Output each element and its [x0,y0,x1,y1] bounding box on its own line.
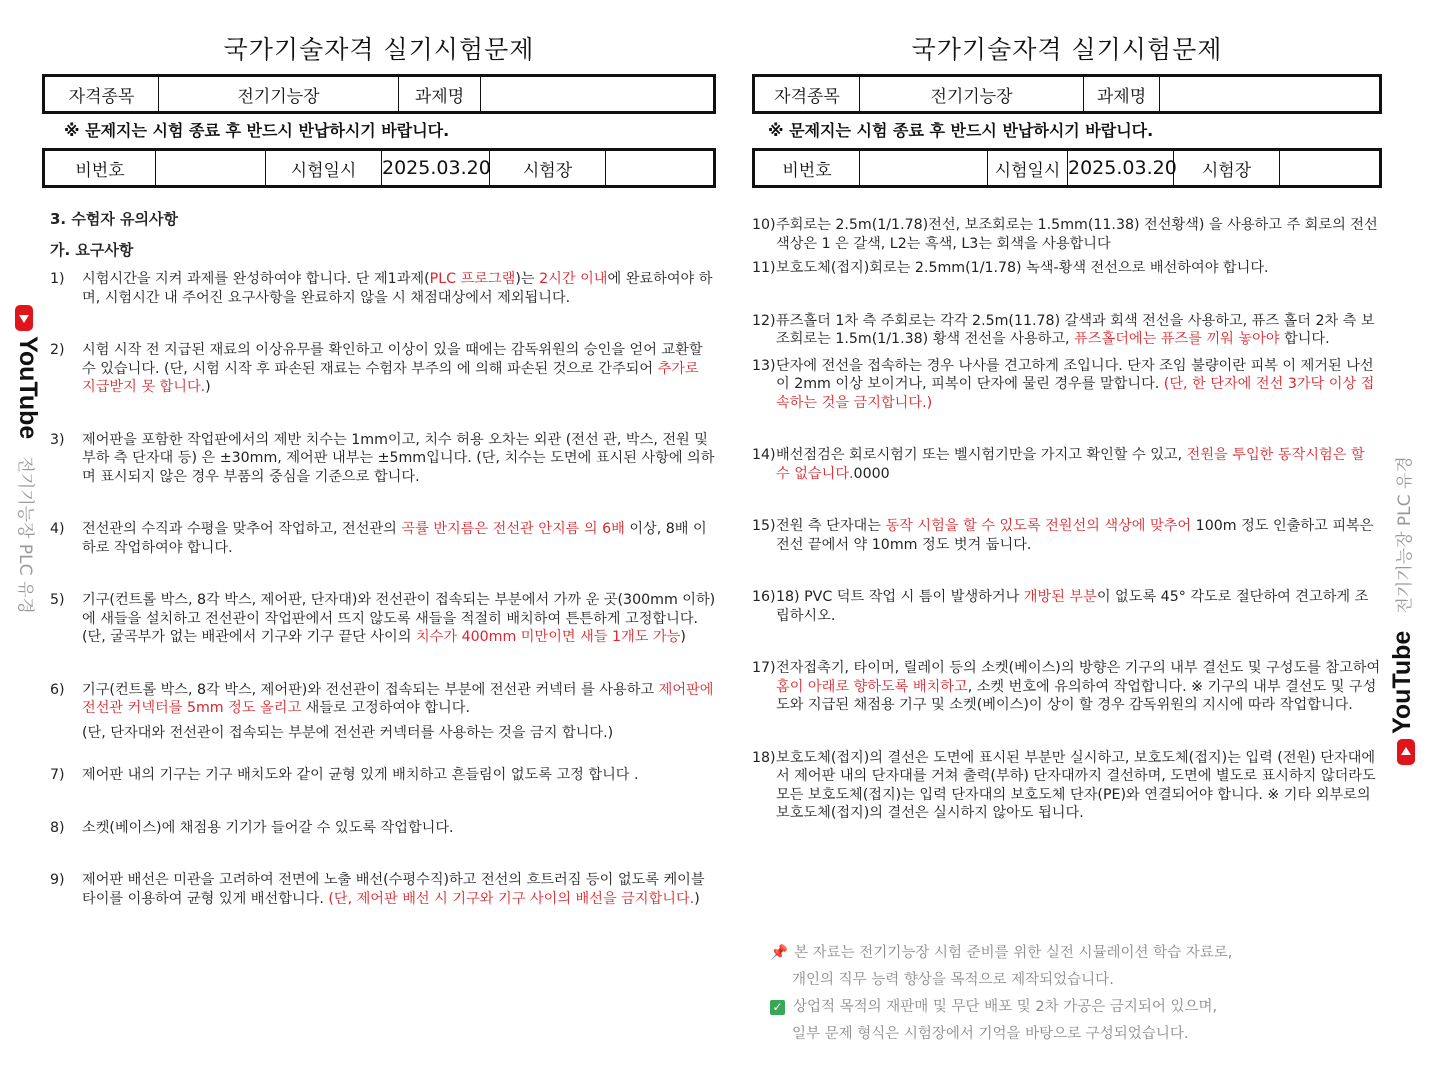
youtube-brand: YouTube [14,336,42,440]
header-table-top-right [752,74,1382,114]
left-item-number: 6) [50,681,65,698]
left-item-text: 소켓(베이스)에 채점용 기기가 들어갈 수 있도록 작업합니다. [82,819,454,836]
footer-line-1: 📌 본 자료는 전기기능장 시험 준비를 위한 실전 시뮬레이션 학습 자료로, [770,945,1233,961]
right-item-text: 전원 측 단자대는 [776,518,886,534]
left-item [50,871,716,908]
left-item [50,591,716,647]
left-item-number: 3) [50,431,65,448]
right-item-text: 보호도체(접지)의 결선은 도면에 표시된 부분만 실시하고, 보호도체(접지)는 입력 (전원) 단자대에서 제어판 내의 단자대를 거쳐 출력(부하) 단자대까지 결선하며, 도면에 별도로 표시하지 않더라도 모든 보호도체(접지)는 입력 단자대의 보호도체 단자(PE)와 연결되어야 합니다. ※ 기타 외부로의 보호도체(접지)의 결선은 실시하지 않아도 됩니다. [776,749,1376,821]
subsection-title: 가. 요구사항 [50,241,134,259]
right-item-text: 보호도체(접지)회로는 2.5mm(1/1.78) 녹색-황색 전선으로 배선하여야 합니다. [776,260,1269,276]
task-label: 과제명 [399,76,481,113]
youtube-watermark-left [0,305,42,625]
right-item [752,749,1382,823]
notice: ※ 문제지는 시험 종료 후 반드시 반납하시기 바랍니다. [64,121,450,140]
right-item-text: , 소켓 번호에 유의하여 작업합니다. ※ 기구의 내부 결선도 및 구성도와 지급된 채점용 기구 및 소켓(베이스)이 상이 할 경우 감독위원의 지시에 따라 작업합니다. [776,678,1377,713]
right-item [752,588,1382,625]
header-table-bottom-right [752,148,1382,188]
left-item-text: 전선관의 수직과 수평을 맞추어 작업하고, 전선관의 [82,521,402,537]
left-item-text: 시험 시작 전 지급된 재료의 이상유무를 확인하고 이상이 있을 때에는 감독위원의 승인을 얻어 교환할 수 있습니다. (단, 시험 시작 후 파손된 재료는 수험자 부주의 에 의해 파손된 것으로 간주되어 [82,342,703,377]
right-item-text: 단자에 전선을 접속하는 경우 나사를 견고하게 조입니다. 단자 조임 불량이란 피복 이 제거된 나선이 2mm 이상 보이거나, 피복이 단자에 물린 경우를 말합니다. [776,357,1374,392]
right-item [752,312,1382,349]
left-item-text: 이상, 8배 이하로 작업하여야 합니다. [82,521,707,556]
left-item-text: ) [680,629,686,645]
qual-value: 전기기능장 [860,76,1084,113]
footer-line-4: 일부 문제 형식은 시험장에서 기억을 바탕으로 구성되었습니다. [792,1026,1189,1042]
left-item-text: 곡률 반지름은 전선관 안지름 의 6배 [401,521,625,537]
right-page [752,0,1382,1042]
right-item-text: 배선점검은 회로시험기 또는 벨시험기만을 가지고 확인할 수 있고, [776,447,1187,463]
right-item-text: 전자접촉기, 타이머, 릴레이 등의 소켓(베이스)의 방향은 기구의 내부 결선도 및 구성도를 참고하여 [776,660,1381,676]
youtube-watermark-right [1388,456,1417,765]
right-item [752,216,1382,253]
id-value [156,150,266,187]
channel-name: 전기기능장 PLC 유경 [15,456,35,614]
channel-name: 전기기능장 PLC 유경 [1395,456,1415,614]
right-item-number: 14) [752,447,776,463]
left-item-text: (단, 제어판 배선 시 기구와 기구 사이의 배선을 금지합니다. [328,890,695,907]
right-item-text: 100m 정도 인출하고 피복은 전선 끝에서 약 10mm 정도 벗겨 둡니다. [776,518,1374,553]
date-label: 시험일시 [266,150,382,187]
right-item-text: 개방된 부분 [1023,589,1097,605]
left-item-text: 새들로 고정하여야 합니다. [301,700,470,716]
notice-right: ※ 문제지는 시험 종료 후 반드시 반납하시기 바랍니다. [768,121,1154,140]
task-label: 과제명 [1084,76,1160,113]
left-item-text: 제어판에 전선관 커넥터를 5mm 정도 올리고 [82,681,714,716]
left-item-text: ) [694,890,700,907]
youtube-play-icon [16,305,34,331]
left-item [50,431,716,487]
left-item-text: 기구(컨트롤 박스, 8각 박스, 제어판)와 전선관이 접속되는 부분에 전선관 커넥터 를 사용하고 [82,681,659,698]
left-item-text: PLC 프로그램 [429,271,516,287]
header-table-bottom [42,148,716,188]
qual-label: 자격종목 [754,76,860,113]
task-value [481,76,715,113]
checkbox-icon: ✓ [770,1000,785,1015]
footer-line-3: ✓ 상업적 목적의 재판매 및 무단 배포 및 2차 가공은 금지되어 있으며, [770,994,1370,1021]
right-item [752,259,1382,278]
right-item-number: 13) [752,357,776,374]
id-label: 비번호 [754,150,860,187]
left-item [50,520,716,557]
left-item-text: )는 [515,271,540,287]
right-item-text: 이 없도록 45° 각도로 절단하여 견고하게 조립하시오. [776,589,1369,624]
left-item-number: 8) [50,819,65,836]
right-item-text: 합니다. [1279,331,1330,347]
left-item-number: 4) [50,521,65,537]
left-item [50,341,716,397]
qual-value: 전기기능장 [159,76,399,113]
date-value: 2025.03.20 [382,150,490,187]
right-item-text: 퓨즈홀더에는 퓨즈를 끼워 놓아야 [1074,331,1280,347]
date-label: 시험일시 [988,150,1068,187]
header-table-top [42,74,716,114]
footer-note [770,940,1370,1048]
left-item [50,766,716,785]
right-item-number: 16) [752,589,776,605]
right-item-number: 11) [752,260,776,276]
left-item-text: 제어판을 포함한 작업판에서의 제반 치수는 1mm이고, 치수 허용 오차는 외관 (전선 관, 박스, 전원 및 부하 측 단자대 등) 은 ±30mm, 제어판 내부는 ±5mm입니다. (단, 치수는 도면에 표시된 사항에 의하며 표시되지 않은 경우 부품의 중심을 기준으로 합니다. [82,431,715,485]
right-item [752,357,1382,413]
right-item-list [752,216,1382,823]
venue-value [606,150,715,187]
left-item-number: 2) [50,342,65,358]
right-item-number: 17) [752,660,776,676]
left-item-number: 1) [50,271,65,287]
youtube-play-icon [1397,739,1415,765]
right-item-number: 18) [752,749,776,766]
left-item-text: (단, 단자대와 전선관이 접속되는 부분에 전선관 커넥터를 사용하는 것을 금지 합니다.) [82,724,614,741]
doc-title-right: 국가기술자격 실기시험문제 [911,35,1223,64]
right-item-text: 동작 시험을 할 수 있도록 전원선의 색상에 맞추어 [885,518,1192,534]
left-item-number: 7) [50,767,65,783]
left-item-text: 제어판 내의 기구는 기구 배치도와 같이 균형 있게 배치하고 흔들림이 없도록 고정 합니다 . [82,767,639,783]
pin-icon: 📌 [770,945,789,961]
left-item-text: 추가로 지급받지 못 합니다. [82,360,699,395]
right-item-text: 퓨즈홀더 1차 측 주회로는 각각 2.5m(11.78) 갈색과 회색 전선을 사용하고, 퓨즈 홀더 2차 측 보조회로는 1.5m(1/1.38) 황색 전선을 사용하고, [776,312,1375,347]
left-item-text: 에 완료하여야 하며, 시험시간 내 주어진 요구사항을 완료하지 않을 시 채점대상에서 제외됩니다. [82,271,713,306]
section-title: 3. 수험자 유의사항 [50,210,179,228]
right-item-text: 주회로는 2.5m(1/1.78)전선, 보조회로는 1.5mm(11.38) 전선황색) 을 사용하고 주 회로의 전선 색상은 1 은 갈색, L2는 흑색, L3는 회색을 사용합니다 [776,217,1378,252]
venue-value [1280,150,1381,187]
right-item-text: 전원을 투입한 동작시험은 할 수 없습니다. [776,447,1365,482]
venue-label: 시험장 [1174,150,1280,187]
left-item-number: 5) [50,592,65,608]
left-item-number: 9) [50,872,65,888]
left-item [50,724,716,743]
right-item [752,517,1382,554]
left-item-text: 시험시간을 지켜 과제를 완성하여야 합니다. 단 제1과제( [82,271,430,287]
left-item-text: 제어판 배선은 미관을 고려하여 전면에 노출 배선(수평수직)하고 전선의 흐트러짐 등이 없도록 케이블 타이를 이용하여 균형 있게 배선합니다. [82,872,705,907]
doc-title: 국가기술자격 실기시험문제 [223,35,535,64]
left-item [50,681,716,718]
right-item-text: 0000 [853,465,890,482]
left-item-text: ) [205,379,211,395]
right-item-number: 15) [752,518,776,534]
left-item-text: 2시간 이내 [539,271,608,287]
right-item [752,659,1382,715]
left-item [50,270,716,307]
right-item-text: 18) PVC 덕트 작업 시 틈이 발생하거나 [776,589,1024,605]
id-label: 비번호 [44,150,156,187]
date-value: 2025.03.20 [1068,150,1174,187]
left-item [50,819,716,838]
right-item [752,446,1382,483]
right-item-number: 12) [752,312,776,329]
venue-label: 시험장 [490,150,606,187]
left-item-text: 기구(컨트롤 박스, 8각 박스, 제어판, 단자대)와 전선관이 접속되는 부분에서 가까 운 곳(300mm 이하)에 새들을 설치하고 전선관이 작업판에서 뜨지 않도록 새들을 적절히 배치하여 튼튼하게 고정합니다. (단, 굴곡부가 없는 배관에서 기구와 기구 끝단 사이의 [82,592,716,645]
qual-label: 자격종목 [44,76,159,113]
right-item-text: 홈이 아래로 향하도록 배치하고 [776,678,968,695]
left-item-text: 치수가 400mm 미만이면 새들 1개도 가능 [415,629,681,645]
left-page [42,0,716,908]
youtube-brand: YouTube [1388,630,1416,734]
right-item-text: (단, 한 단자에 전선 3가닥 이상 접속하는 것을 금지합니다.) [776,376,1375,411]
right-item-number: 10) [752,217,776,233]
left-item-list [42,270,716,908]
footer-line-2: 개인의 직무 능력 향상을 목적으로 제작되었습니다. [792,972,1114,988]
task-value [1160,76,1381,113]
id-value [860,150,988,187]
